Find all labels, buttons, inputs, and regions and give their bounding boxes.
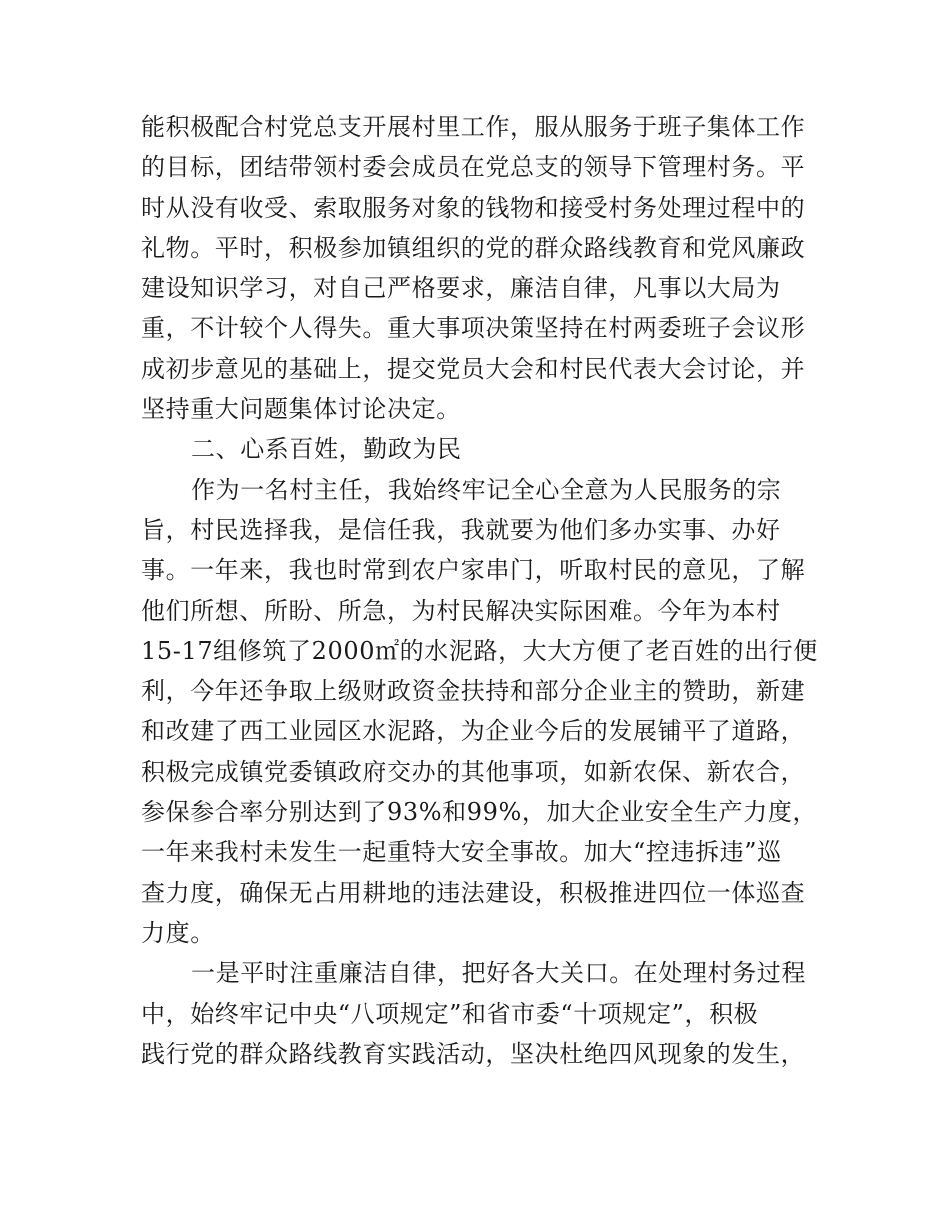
- paragraph-integrity: [141, 953, 811, 1074]
- text-line: 一年来我村未发生一起重特大安全事故。加大“控违拆违”巡: [141, 838, 782, 867]
- text-line: 能积极配合村党总支开展村里工作，服从服务于班子集体工作: [141, 113, 806, 141]
- text-line: 一是平时注重廉洁自律，把好各大关口。在处理村务过程: [191, 959, 806, 988]
- section-heading: [141, 429, 811, 469]
- text-line: 旨，村民选择我，是信任我，我就要为他们多办实事、办好: [141, 515, 781, 544]
- text-line: 中，始终牢记中央“八项规定”和省市委“十项规定”，积极: [141, 999, 759, 1028]
- text-line: 的目标，团结带领村委会成员在党总支的领导下管理村务。平: [141, 153, 806, 182]
- text-line: 践行党的群众路线教育实践活动，坚决杜绝四风现象的发生，: [141, 1039, 806, 1068]
- text-line: 作为一名村主任，我始终牢记全心全意为人民服务的宗: [191, 475, 782, 504]
- text-line: 力度。: [141, 918, 215, 947]
- text-line: 和改建了西工业园区水泥路，为企业今后的发展铺平了道路，: [141, 717, 806, 746]
- paragraph-service: [141, 470, 818, 954]
- text-line: 坚持重大问题集体讨论决定。: [141, 395, 461, 424]
- text-line: 时从没有收受、索取服务对象的钱物和接受村务处理过程中的: [141, 193, 806, 222]
- text-line: 他们所想、所盼、所急，为村民解决实际困难。今年为本村: [141, 596, 781, 625]
- text-line: 参保参合率分别达到了93%和99%，加大企业安全生产力度，: [141, 798, 818, 827]
- section-heading-text: 二、心系百姓，勤政为民: [191, 435, 462, 464]
- text-line: 查力度，确保无占用耕地的违法建设，积极推进四位一体巡查: [141, 878, 806, 907]
- text-line: 建设知识学习，对自己严格要求，廉洁自律，凡事以大局为: [141, 274, 781, 303]
- text-line: 事。一年来，我也时常到农户家串门，听取村民的意见，了解: [141, 556, 806, 585]
- text-line: 重，不计较个人得失。重大事项决策坚持在村两委班子会议形: [141, 314, 806, 343]
- text-line: 15-17组修筑了2000㎡的水泥路，大大方便了老百姓的出行便: [141, 636, 818, 665]
- text-line: 积极完成镇党委镇政府交办的其他事项，如新农保、新农合，: [141, 757, 806, 786]
- text-line: 成初步意见的基础上，提交党员大会和村民代表大会讨论，并: [141, 354, 806, 383]
- text-line: 礼物。平时，积极参加镇组织的党的群众路线教育和党风廉政: [141, 233, 806, 262]
- paragraph-conduct-continued: [141, 107, 811, 429]
- text-line: 利，今年还争取上级财政资金扶持和部分企业主的赞助，新建: [141, 677, 806, 706]
- body-text: [141, 107, 818, 1074]
